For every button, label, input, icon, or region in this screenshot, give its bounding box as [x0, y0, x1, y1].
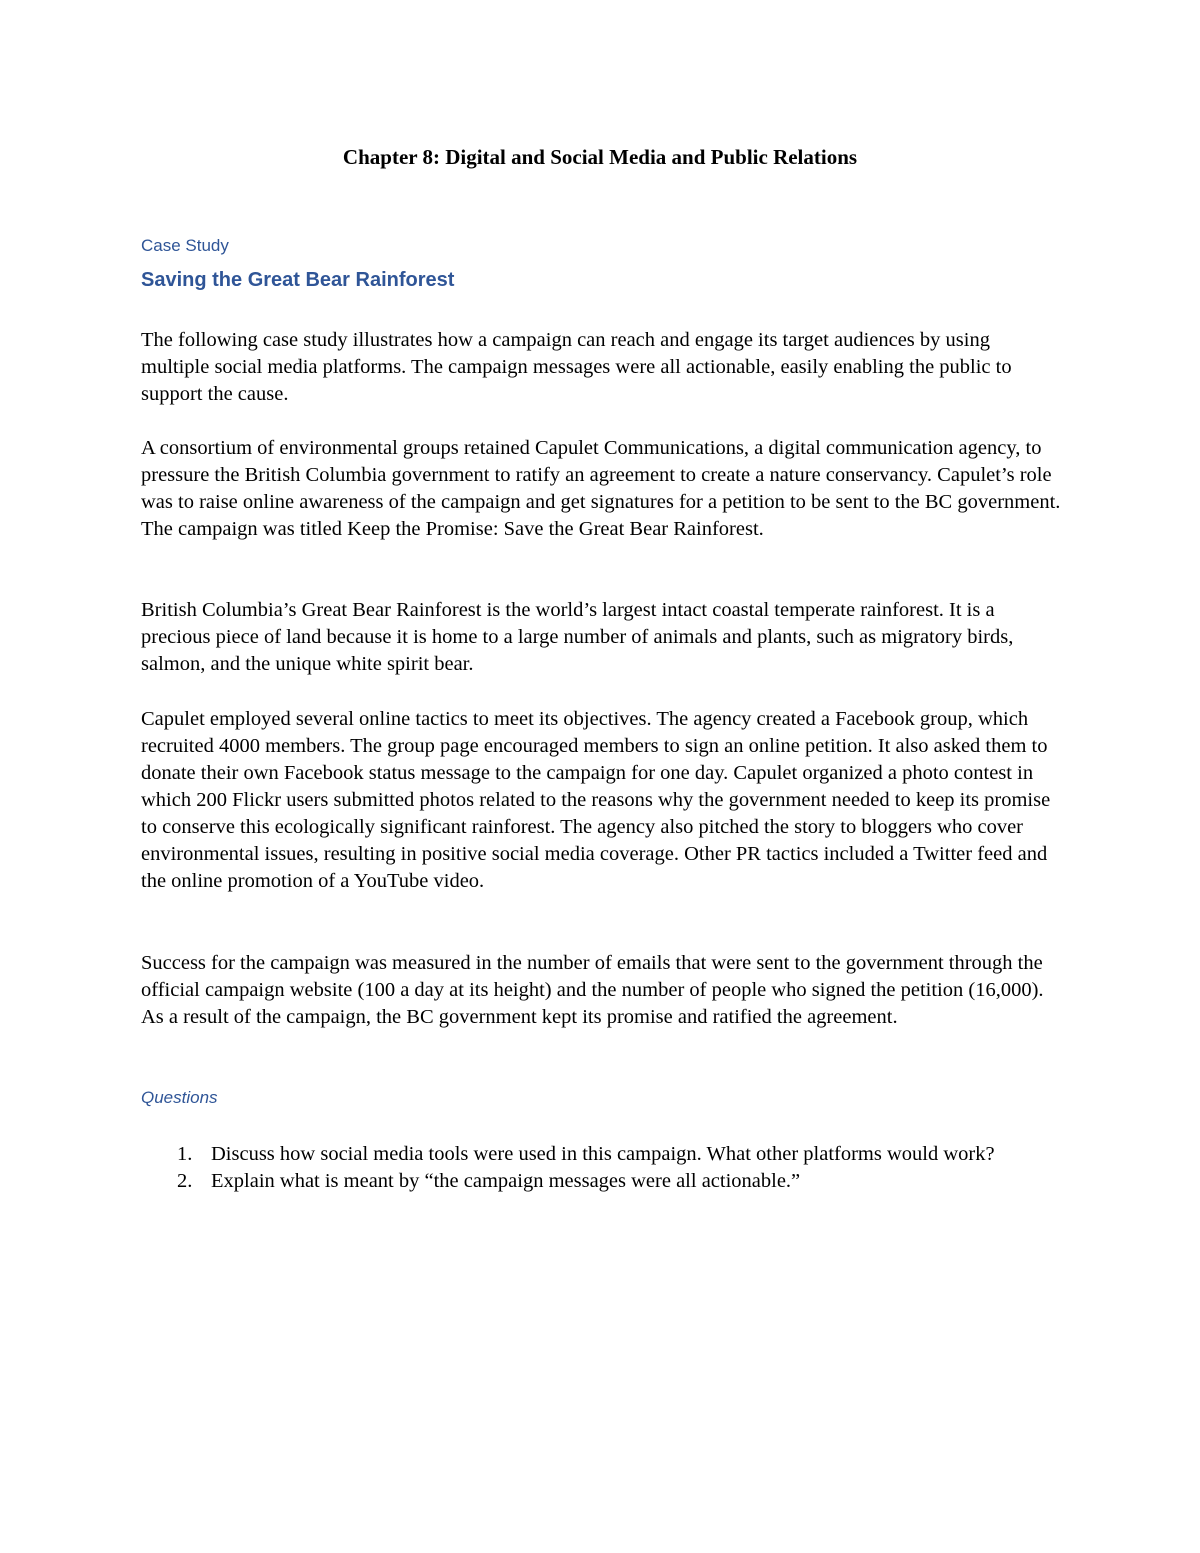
body-paragraph: The following case study illustrates how a campaign can reach and engage its target audiences by using multiple social media platforms. The campaign messages were all actionable, easily enabling the public to support the cause.: [141, 329, 1012, 405]
question-text: Explain what is meant by “the campaign messages were all actionable.”: [211, 1170, 801, 1192]
case-study-label: Case Study: [141, 236, 229, 255]
body-paragraph: Success for the campaign was measured in the number of emails that were sent to the government through the official campaign website (100 a day at its height) and the number of people who signed the petition (16,000). As a result of the campaign, the BC government kept its promise and ratified the agreement.: [141, 952, 1044, 1028]
body-paragraph: Capulet employed several online tactics to meet its objectives. The agency created a Facebook group, which recruited 4000 members. The group page encouraged members to sign an online petition. It also asked them to donate their own Facebook status message to the campaign for one day. Capulet organized a photo contest in which 200 Flickr users submitted photos related to the reasons why the government needed to keep its promise to conserve this ecologically significant rainforest. The agency also pitched the story to bloggers who cover environmental issues, resulting in positive social media coverage. Other PR tactics included a Twitter feed and the online promotion of a YouTube video.: [141, 708, 1051, 892]
case-study-heading: Saving the Great Bear Rainforest: [141, 269, 455, 291]
question-text: Discuss how social media tools were used in this campaign. What other platforms would work?: [211, 1143, 995, 1165]
question-list: [141, 1141, 1061, 1195]
question-number: 2.: [177, 1170, 193, 1192]
questions-label: Questions: [141, 1088, 218, 1107]
question-number: 1.: [177, 1143, 193, 1165]
body-paragraph: British Columbia’s Great Bear Rainforest is the world’s largest intact coastal temperate rainforest. It is a precious piece of land because it is home to a large number of animals and plants, such as migratory birds, salmon, and the unique white spirit bear.: [141, 599, 1014, 675]
question-item: [141, 1141, 1061, 1168]
page-title: Chapter 8: Digital and Social Media and Public Relations: [342, 145, 858, 169]
body-paragraph: A consortium of environmental groups retained Capulet Communications, a digital communication agency, to pressure the British Columbia government to ratify an agreement to create a nature conservancy. Capulet’s role was to raise online awareness of the campaign and get signatures for a petition to be sent to the BC government. The campaign was titled Keep the Promise: Save the Great Bear Rainforest.: [141, 437, 1061, 540]
question-item: [141, 1168, 1061, 1195]
